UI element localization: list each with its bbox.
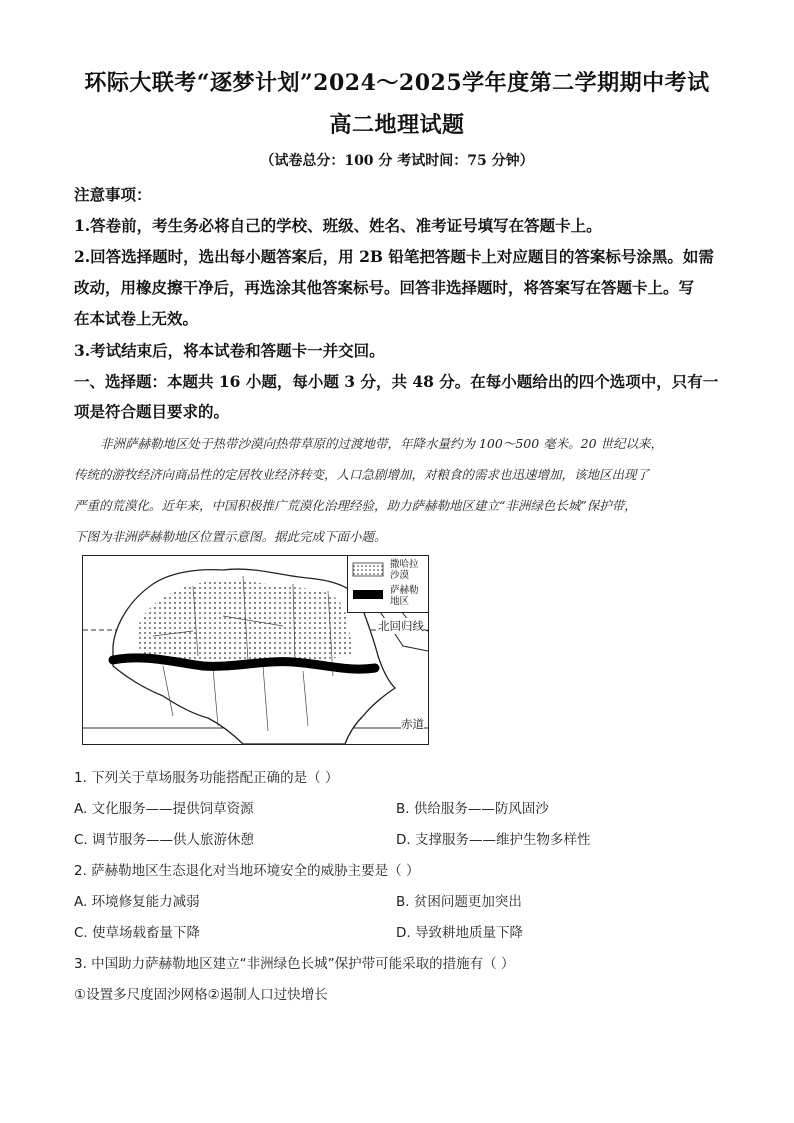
question-2-option-b: B. 贫困问题更加突出 xyxy=(396,894,522,910)
legend-sahara-label-2: 沙漠 xyxy=(390,570,410,581)
question-3-choices-partial: ①设置多尺度固沙网格②遏制人口过快增长 xyxy=(74,987,328,1003)
notice-heading: 注意事项： xyxy=(74,185,152,204)
legend-sahel-label-2: 地区 xyxy=(390,596,410,607)
passage-line-4: 下图为非洲萨赫勒地区位置示意图。据此完成下面小题。 xyxy=(74,529,387,544)
sahel-location-map xyxy=(82,555,429,745)
question-1-option-a: A. 文化服务——提供饲草资源 xyxy=(74,801,254,817)
legend-sahel-swatch xyxy=(353,590,383,599)
question-2-option-c: C. 使草场载畜量下降 xyxy=(74,925,201,941)
equator-label: 赤道 xyxy=(401,717,424,731)
exam-info: （试卷总分：100 分 考试时间：75 分钟） xyxy=(260,153,534,169)
passage-line-2: 传统的游牧经济向商品性的定居牧业经济转变，人口急剧增加，对粮食的需求也迅速增加，该地区出现了 xyxy=(74,467,650,482)
notice-item-2-line-3: 在本试卷上无效。 xyxy=(74,309,199,328)
notice-item-3: 3.考试结束后，将本试卷和答题卡一并交回。 xyxy=(74,341,385,360)
legend-sahara-label-1: 撒哈拉 xyxy=(390,559,419,570)
notice-item-1: 1.答卷前，考生务必将自己的学校、班级、姓名、准考证号填写在答题卡上。 xyxy=(74,216,602,235)
question-1-option-b: B. 供给服务——防风固沙 xyxy=(396,801,549,817)
question-3-stem: 3. 中国助力萨赫勒地区建立“非洲绿色长城”保护带可能采取的措施有（ ） xyxy=(74,956,515,972)
section-heading-line-1: 一、选择题：本题共 16 小题，每小题 3 分，共 48 分。在每小题给出的四个选项中，只有一 xyxy=(74,372,719,391)
passage-line-1: 非洲萨赫勒地区处于热带沙漠向热带草原的过渡地带，年降水量约为 100～500 毫米。20 世纪以来， xyxy=(100,436,664,451)
tropic-of-cancer-label: 北回归线 xyxy=(378,619,424,633)
question-1-option-d: D. 支撑服务——维护生物多样性 xyxy=(396,832,591,848)
legend-sahel-label-1: 萨赫勒 xyxy=(390,585,419,596)
notice-item-2-line-1: 2.回答选择题时，选出每小题答案后，用 2B 铅笔把答题卡上对应题目的答案标号涂黑。如需 xyxy=(74,247,714,266)
question-2-option-d: D. 导致耕地质量下降 xyxy=(396,925,523,941)
legend-sahara-swatch xyxy=(353,563,383,576)
section-heading-line-2: 项是符合题目要求的。 xyxy=(74,402,230,421)
question-1-stem: 1. 下列关于草场服务功能搭配正确的是（ ） xyxy=(74,770,339,786)
exam-subject-title: 高二地理试题 xyxy=(329,112,465,138)
question-1-option-c: C. 调节服务——供人旅游休憩 xyxy=(74,832,255,848)
question-2-option-a: A. 环境修复能力减弱 xyxy=(74,894,200,910)
question-2-stem: 2. 萨赫勒地区生态退化对当地环境安全的威胁主要是（ ） xyxy=(74,863,420,879)
map-legend xyxy=(347,556,428,613)
passage-line-3: 严重的荒漠化。近年来，中国积极推广荒漠化治理经验，助力萨赫勒地区建立“非洲绿色长城”保护带， xyxy=(74,498,637,513)
exam-title: 环际大联考“逐梦计划”2024～2025学年度第二学期期中考试 xyxy=(84,70,710,96)
notice-item-2-line-2: 改动，用橡皮擦干净后，再选涂其他答案标号。回答非选择题时，将答案写在答题卡上。写 xyxy=(74,278,695,297)
